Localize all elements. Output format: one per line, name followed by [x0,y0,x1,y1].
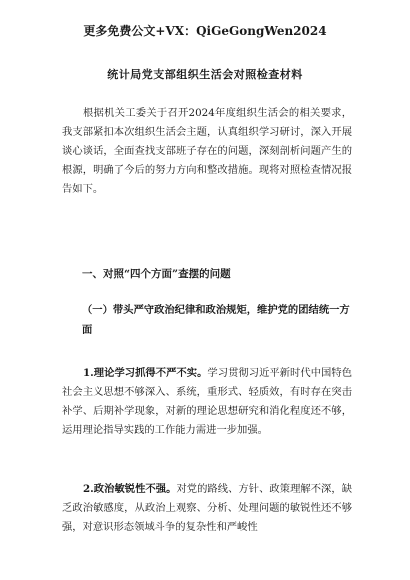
subsection-heading: （一）带头严守政治纪律和政治规矩，维护党的团结统一方面 [82,304,350,336]
item-1-paragraph [62,364,352,440]
section-heading: 一、对照“四个方面”查摆的问题 [82,268,231,280]
item-2-paragraph [62,480,352,537]
intro-paragraph: 根据机关工委关于召开2024年度组织生活会的相关要求，我支部紧扣本次组织生活会主题，认真组织学习研讨，深入开展谈心谈话，全面查找支部班子存在的问题，深刻剖析问题产生的根源，明确了今后的努力方向和整改措施。现将对照检查情况报告如下。 [62,107,352,195]
item-2-text: 对党的路线、方针、政策理解不深，缺乏政治敏感度，从政治上观察、分析、处理问题的敏锐性还不够强，对意识形态领域斗争的复杂性和严峻性 [62,483,353,533]
item-1-text: 学习贯彻习近平新时代中国特色社会主义思想不够深入、系统，重形式、轻质效，有时存在突击补学、后期补学现象，对新的理论思想研究和消化程度还不够，运用理论指导实践的工作能力需进一步加强。 [62,367,353,436]
item-2-lead: 2.政治敏锐性不强。 [83,483,177,495]
document-header: 更多免费公文+VX：QiGeGongWen2024 [83,24,327,38]
item-1-lead: 1.理论学习抓得不严不实。 [83,367,208,379]
document-subtitle: 统计局党支部组织生活会对照检查材料 [107,68,303,81]
